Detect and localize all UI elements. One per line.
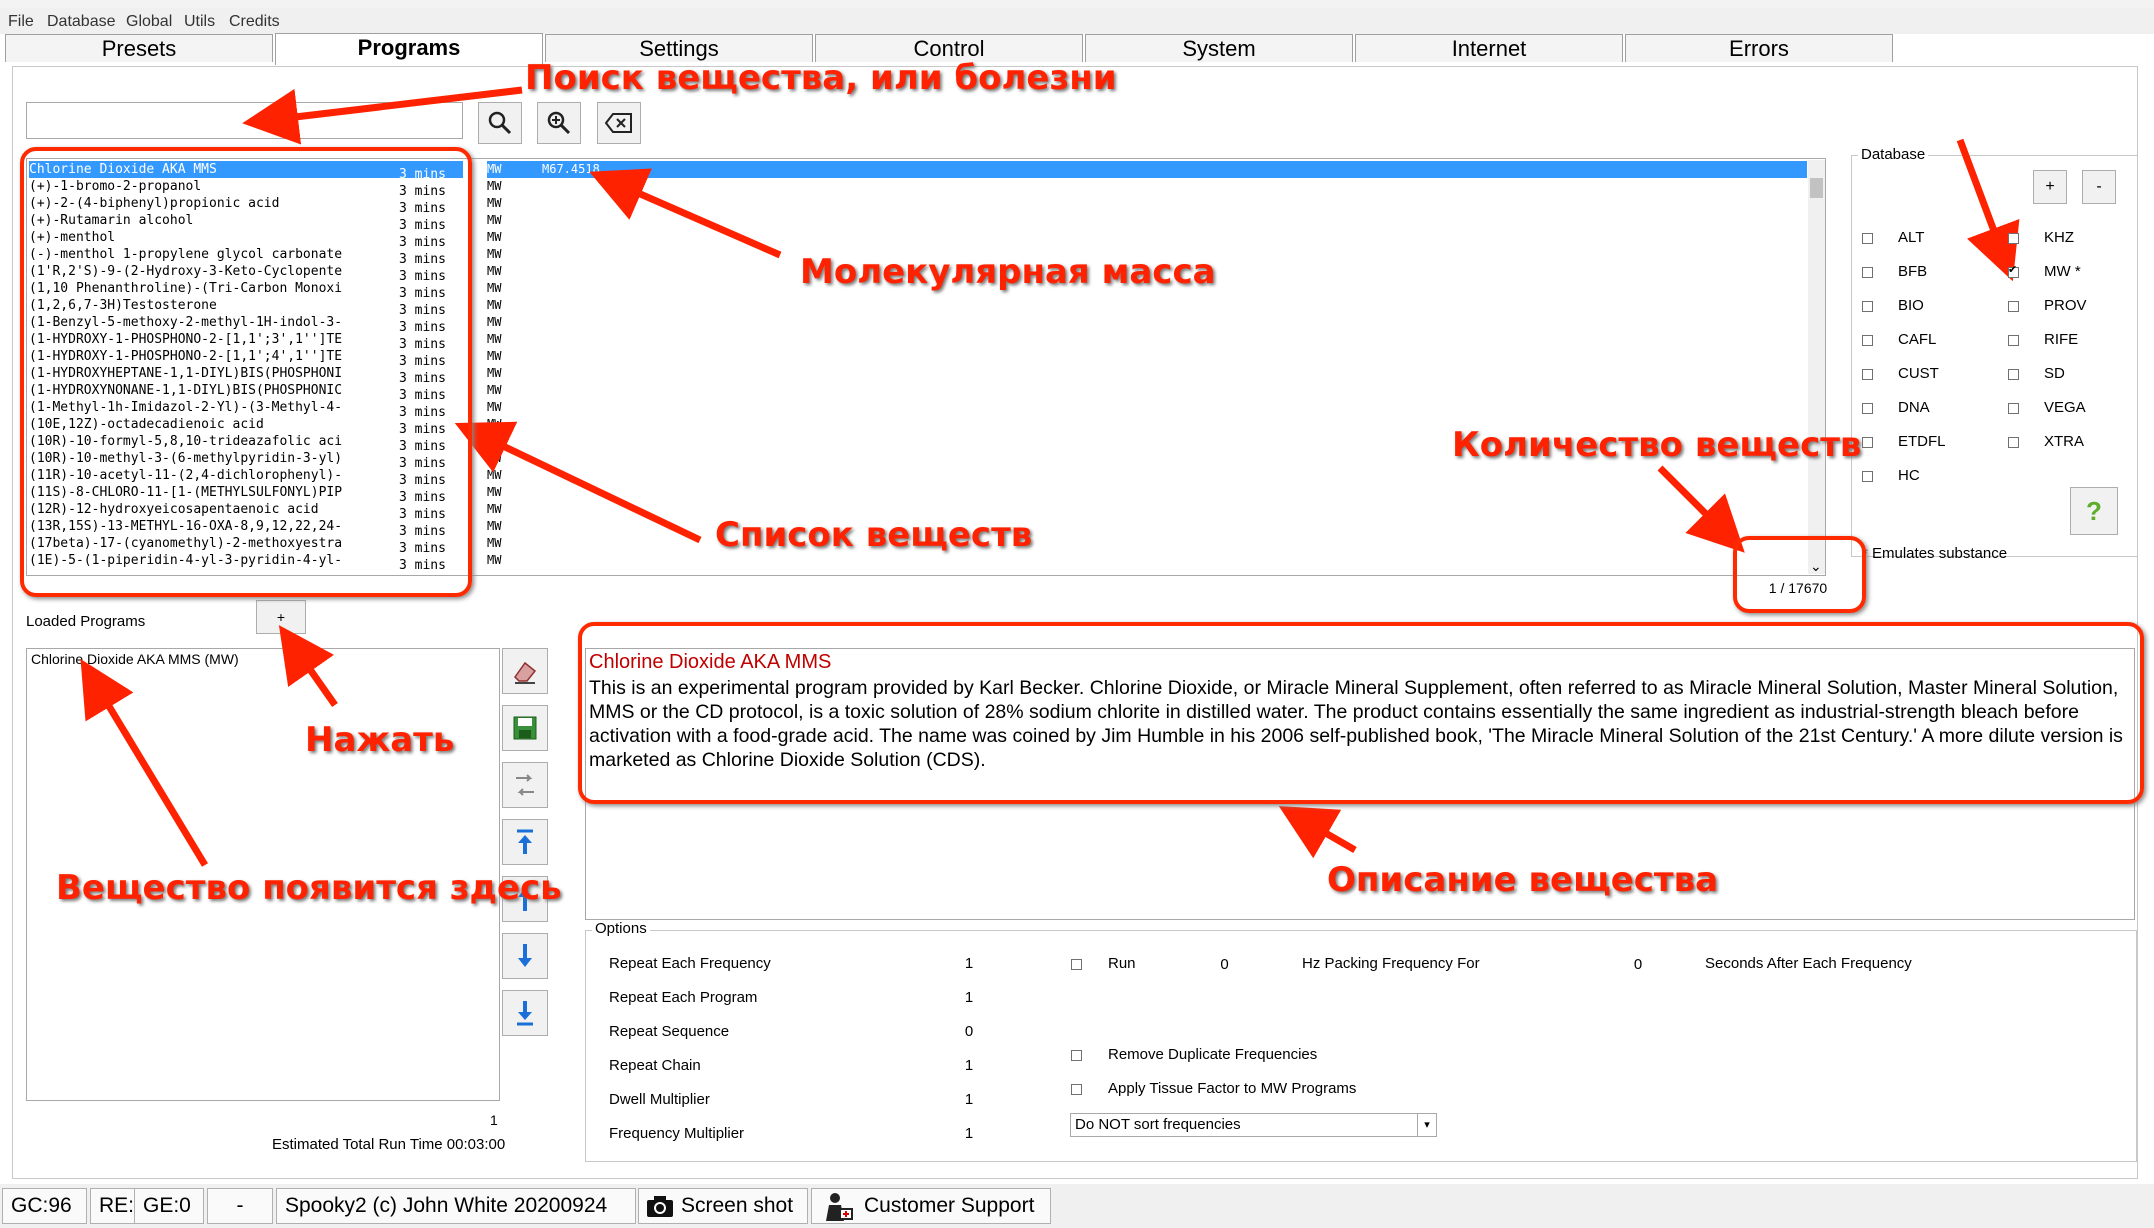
mw-tag: MW (487, 519, 502, 533)
database-checkbox-khz[interactable] (2008, 233, 2019, 244)
mw-tag: MW (487, 332, 502, 346)
option-label: Dwell Multiplier (609, 1091, 710, 1108)
highlight-count (1733, 536, 1866, 613)
annotation-search: Поиск вещества, или болезни (525, 58, 1117, 98)
program-duration: 3 mins (399, 541, 446, 552)
arrow-press (295, 648, 335, 705)
mw-tag: MW (487, 349, 502, 363)
mw-tag: MW (487, 434, 502, 448)
database-label: BIO (1898, 297, 1924, 314)
database-checkbox-sd[interactable] (2008, 369, 2019, 380)
database-label: RIFE (2044, 331, 2079, 348)
menu-utils[interactable]: Utils (184, 13, 216, 30)
arrow-count (1660, 468, 1725, 533)
option-value-input[interactable]: 1 (964, 989, 974, 1006)
option-value-input[interactable]: 1 (964, 1057, 974, 1074)
program-name: (11S)-8-CHLORO-11-[1-(METHYLSULFONYL)PIP (29, 485, 343, 500)
database-checkbox-dna[interactable] (1862, 403, 1873, 414)
tab-internet[interactable]: Internet (1355, 34, 1623, 62)
program-name: (10R)-10-methyl-3-(6-methylpyridin-3-yl) (29, 451, 343, 466)
remove-duplicates-label: Remove Duplicate Frequencies (1108, 1046, 1318, 1063)
arrow-appears (95, 683, 205, 865)
program-name: (10E,12Z)-octadecadienoic acid (29, 417, 264, 432)
database-title: Database (1858, 146, 1928, 163)
program-duration: 3 mins (399, 354, 446, 365)
program-name: (1E)-5-(1-piperidin-4-yl-3-pyridin-4-yl- (29, 553, 343, 568)
mw-tag: MW (487, 264, 502, 278)
database-checkbox-etdfl[interactable] (1862, 437, 1873, 448)
program-duration: 3 mins (399, 422, 446, 433)
option-value-input[interactable]: 0 (964, 1023, 974, 1040)
mw-tag: MW (487, 536, 502, 550)
program-duration: 3 mins (399, 490, 446, 501)
program-name: (1-HYDROXY-1-PHOSPHONO-2-[1,1';3',1'']TE (29, 332, 343, 347)
highlight-description (578, 622, 2144, 804)
annotation-appears: Вещество появится здесь (56, 868, 562, 908)
status-ge: GE:0 (134, 1188, 204, 1224)
status-copyright: Spooky2 (c) John White 20200924 (276, 1188, 636, 1224)
tab-system[interactable]: System (1085, 34, 1353, 62)
description-body: This is an experimental program provided by Karl Becker. Chlorine Dioxide, or Miracle Mineral Supplement, often referred to as Miracle Mineral Solution, Master Mineral Solution, MMS or the CD protocol, is a toxic solution of 28% sodium chlorite in distilled water. The product contains essentially the same ingredient as industrial-strength bleach before activation with a food-grade acid. The name was coined by Jim Humble in his 2006 self-published book, 'The Miracle Mineral Solution of the 21st Century.' A more dilute version is marketed as Chlorine Dioxide Solution (CDS). (589, 677, 2123, 771)
program-duration: 3 mins (399, 456, 446, 467)
count-label: 1 / 17670 (1768, 580, 1828, 596)
database-checkbox-xtra[interactable] (2008, 437, 2019, 448)
database-label: CUST (1898, 365, 1939, 382)
menu-global[interactable]: Global (126, 13, 173, 30)
annotation-desc: Описание вещества (1327, 860, 1719, 900)
program-duration: 3 mins (399, 337, 446, 348)
database-label: PROV (2044, 297, 2087, 314)
tab-errors[interactable]: Errors (1625, 34, 1893, 62)
option-label: Frequency Multiplier (609, 1125, 745, 1142)
highlight-program-list (20, 147, 472, 597)
program-duration: 3 mins (399, 252, 446, 263)
database-label: BFB (1898, 263, 1928, 280)
mw-tag: MW (487, 553, 502, 567)
database-label: KHZ (2044, 229, 2074, 246)
description-title: Chlorine Dioxide AKA MMS (589, 651, 832, 673)
program-name: (1-HYDROXY-1-PHOSPHONO-2-[1,1';4',1'']TE (29, 349, 343, 364)
mw-tag: MW (487, 383, 502, 397)
loaded-count: 1 (490, 1112, 498, 1128)
program-duration: 3 mins (399, 167, 446, 178)
arrow-mass (615, 183, 780, 255)
loaded-programs-title: Loaded Programs (26, 613, 146, 630)
program-name: (13R,15S)-13-METHYL-16-OXA-8,9,12,22,24- (29, 519, 343, 534)
annotation-list: Список веществ (715, 515, 1033, 555)
run-label: Run (1108, 955, 1136, 972)
program-name: (+)-1-bromo-2-propanol (29, 179, 202, 194)
option-label: Repeat Each Program (609, 989, 758, 1006)
program-duration: 3 mins (399, 405, 446, 416)
tab-programs[interactable]: Programs (275, 33, 543, 65)
options-title: Options (592, 920, 650, 937)
mw-tag: MW (487, 162, 502, 176)
database-label: CAFL (1898, 331, 1937, 348)
program-name: (1-Benzyl-5-methoxy-2-methyl-1H-indol-3- (29, 315, 343, 330)
program-duration: 3 mins (399, 558, 446, 569)
program-name: (1-Methyl-1h-Imidazol-2-Yl)-(3-Methyl-4- (29, 400, 343, 415)
mw-tag: MW (487, 179, 502, 193)
database-checkbox-cust[interactable] (1862, 369, 1873, 380)
mw-tag: MW (487, 230, 502, 244)
mw-tag: MW (487, 315, 502, 329)
program-name: (1,10 Phenanthroline)-(Tri-Carbon Monoxi (29, 281, 343, 296)
program-duration: 3 mins (399, 286, 446, 297)
hz-packing-label: Hz Packing Frequency For (1302, 955, 1480, 972)
menu-credits[interactable]: Credits (229, 13, 280, 30)
program-name: (12R)-12-hydroxyeicosapentaenoic acid (29, 502, 319, 517)
menu-database[interactable]: Database (47, 13, 116, 30)
dropdown-icon[interactable]: ▾ (1417, 1114, 1436, 1136)
mw-tag: MW (487, 417, 502, 431)
option-value-input[interactable]: 1 (964, 1125, 974, 1142)
add-program-button[interactable]: + (256, 600, 306, 634)
arrow-list (480, 435, 700, 540)
estimated-run-time: Estimated Total Run Time 00:03:00 (272, 1136, 506, 1153)
tab-settings[interactable]: Settings (545, 34, 813, 62)
option-label: Repeat Chain (609, 1057, 701, 1074)
run-value-input[interactable]: 0 (1168, 950, 1281, 982)
mw-tag: MW (487, 485, 502, 499)
loaded-program-item[interactable]: Chlorine Dioxide AKA MMS (MW) (31, 651, 239, 667)
mw-tag: MW (487, 196, 502, 210)
database-checkbox-vega[interactable] (2008, 403, 2019, 414)
database-checkbox-hc[interactable] (1862, 471, 1873, 482)
program-duration: 3 mins (399, 439, 446, 450)
mw-tag: MW (487, 213, 502, 227)
database-checkbox-bfb[interactable] (1862, 267, 1873, 278)
program-duration: 3 mins (399, 524, 446, 535)
program-name: (17beta)-17-(cyanomethyl)-2-methoxyestra (29, 536, 343, 551)
status-dash: - (207, 1188, 273, 1224)
program-duration: 3 mins (399, 269, 446, 280)
program-name: Chlorine Dioxide AKA MMS (29, 162, 217, 177)
database-checkbox-prov[interactable] (2008, 301, 2019, 312)
arrow-search (270, 90, 522, 120)
chevron-down-icon[interactable]: ⌄ (1810, 558, 1822, 574)
database-label: VEGA (2044, 399, 2086, 416)
database-label: MW * (2044, 263, 2081, 280)
tab-control[interactable]: Control (815, 34, 1083, 62)
mw-tag: MW (487, 247, 502, 261)
program-duration: 3 mins (399, 201, 446, 212)
mw-tag: MW (487, 400, 502, 414)
database-label: ALT (1898, 229, 1925, 246)
arrow-mw-checkbox (1960, 140, 2003, 255)
database-checkbox-alt[interactable] (1862, 233, 1873, 244)
seconds-value-input[interactable]: 0 (1594, 950, 1682, 982)
status-re: RE: (90, 1188, 135, 1224)
selected-frequency: M67.4518 (542, 162, 600, 176)
mw-tag: MW (487, 366, 502, 380)
database-minus-button[interactable]: - (2082, 170, 2116, 204)
annotation-press: Нажать (305, 720, 455, 760)
mw-tag: MW (487, 502, 502, 516)
program-duration: 3 mins (399, 235, 446, 246)
database-checkbox-mw[interactable] (2008, 267, 2019, 278)
program-name: (10R)-10-formyl-5,8,10-trideazafolic aci (29, 434, 343, 449)
program-name: (1-HYDROXYNONANE-1,1-DIYL)BIS(PHOSPHONIC (29, 383, 343, 398)
database-checkbox-cafl[interactable] (1862, 335, 1873, 346)
tab-presets[interactable]: Presets (5, 34, 273, 62)
option-value-input[interactable]: 1 (964, 1091, 974, 1108)
program-name: (-)-menthol 1-propylene glycol carbonate (29, 247, 343, 262)
menu-file[interactable]: File (8, 13, 34, 30)
mw-tag: MW (487, 451, 502, 465)
program-duration: 3 mins (399, 184, 446, 195)
seconds-after-label: Seconds After Each Frequency (1705, 955, 1912, 972)
program-duration: 3 mins (399, 371, 446, 382)
program-name: (1-HYDROXYHEPTANE-1,1-DIYL)BIS(PHOSPHONI (29, 366, 343, 381)
program-duration: 3 mins (399, 507, 446, 518)
customer-support-label: Customer Support (864, 1194, 1035, 1217)
option-label: Repeat Sequence (609, 1023, 730, 1040)
mw-tag: MW (487, 298, 502, 312)
program-name: (+)-menthol (29, 230, 116, 245)
database-label: SD (2044, 365, 2065, 382)
program-name: (+)-2-(4-biphenyl)propionic acid (29, 196, 280, 211)
program-duration: 3 mins (399, 473, 446, 484)
help-button[interactable]: ? (2070, 487, 2118, 535)
tissue-factor-label: Apply Tissue Factor to MW Programs (1108, 1080, 1357, 1097)
screenshot-label: Screen shot (681, 1194, 794, 1217)
database-label: XTRA (2044, 433, 2085, 450)
option-value-input[interactable]: 1 (964, 955, 974, 972)
annotation-mass: Молекулярная масса (800, 252, 1216, 292)
database-checkbox-bio[interactable] (1862, 301, 1873, 312)
database-label: ETDFL (1898, 433, 1946, 450)
program-name: (+)-Rutamarin alcohol (29, 213, 194, 228)
database-plus-button[interactable]: + (2033, 170, 2067, 204)
status-gc: GC:96 (2, 1188, 87, 1224)
annotation-count: Количество веществ (1452, 425, 1862, 465)
mw-tag: MW (487, 281, 502, 295)
program-duration: 3 mins (399, 303, 446, 314)
database-checkbox-rife[interactable] (2008, 335, 2019, 346)
emulates-note: * Emulates substance (1862, 545, 2008, 562)
database-label: DNA (1898, 399, 1930, 416)
sort-select-value: Do NOT sort frequencies (1075, 1116, 1241, 1133)
program-name: (11R)-10-acetyl-11-(2,4-dichlorophenyl)- (29, 468, 343, 483)
program-duration: 3 mins (399, 388, 446, 399)
mw-tag: MW (487, 468, 502, 482)
program-duration: 3 mins (399, 218, 446, 229)
database-label: HC (1898, 467, 1920, 484)
arrow-desc (1303, 820, 1355, 850)
program-duration: 3 mins (399, 320, 446, 331)
option-label: Repeat Each Frequency (609, 955, 771, 972)
program-name: (1,2,6,7-3H)Testosterone (29, 298, 217, 313)
program-name: (1'R,2'S)-9-(2-Hydroxy-3-Keto-Cyclopente (29, 264, 343, 279)
